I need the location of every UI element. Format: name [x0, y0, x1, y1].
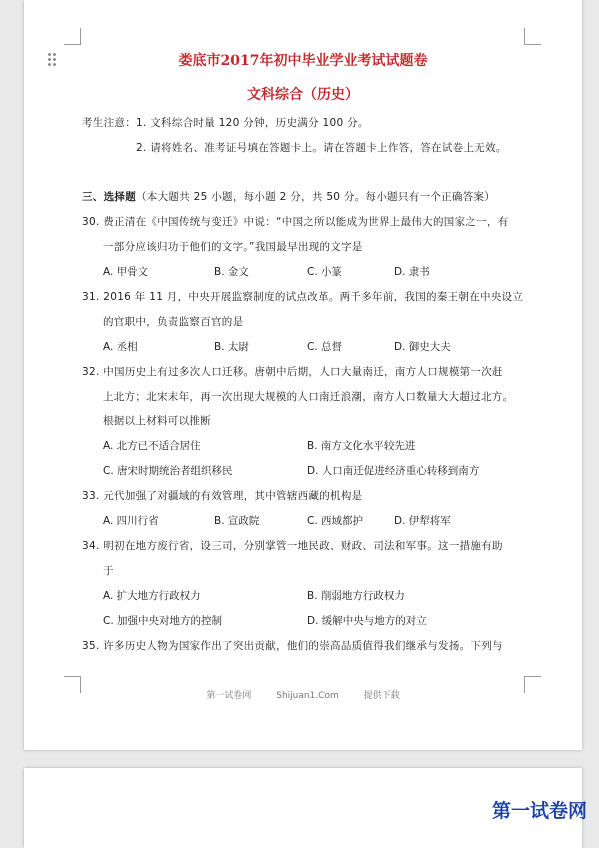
exam-title: 娄底市2017年初中毕业学业考试试题卷: [178, 53, 428, 69]
q30-option-d: D. 隶书: [394, 266, 430, 278]
q31-line-2: 的官职中，负责监察百官的是: [103, 316, 244, 328]
q34-option-b: B. 削弱地方行政权力: [307, 590, 405, 602]
section-header: [82, 190, 495, 204]
notice-line-1: 考生注意：1. 文科综合时量 120 分钟，历史满分 100 分。: [82, 117, 369, 129]
document-page: [24, 0, 582, 750]
q32-option-a: A. 北方已不适合居住: [103, 440, 201, 452]
crop-mark-top-right: [524, 28, 541, 45]
page-footer: [24, 688, 582, 701]
section-description: （本大题共 25 小题，每小题 2 分，共 50 分。每小题只有一个正确答案）: [136, 191, 496, 203]
q33-option-d: D. 伊犁将军: [394, 515, 451, 527]
footer-right: 提供下载: [363, 691, 400, 701]
crop-mark-top-left: [64, 28, 81, 45]
notice-line-2: 2. 请将姓名、准考证号填在答题卡上。请在答题卡上作答，答在试卷上无效。: [136, 142, 507, 154]
q32-option-c: C. 唐宋时期统治者组织移民: [103, 465, 233, 477]
q34-option-a: A. 扩大地方行政权力: [103, 590, 201, 602]
q34-line-2: 于: [103, 565, 114, 577]
q33-option-c: C. 西域都护: [307, 515, 364, 527]
q30-line-1: 30. 费正清在《中国传统与变迁》中说：“中国之所以能成为世界上最伟大的国家之一，有: [82, 216, 509, 228]
q32-line-3: 根据以上材料可以推断: [103, 415, 211, 427]
q33-option-b: B. 宣政院: [214, 515, 260, 527]
exam-subtitle: 文科综合（历史）: [247, 87, 359, 103]
q31-line-1: 31. 2016 年 11 月，中央开展监察制度的试点改革。两千多年前，我国的秦王朝在中央设立: [82, 291, 524, 303]
q35-line-1: 35. 许多历史人物为国家作出了突出贡献，他们的崇高品质值得我们继承与发扬。下列与: [82, 640, 503, 652]
q31-option-a: A. 丞相: [103, 341, 138, 353]
section-heading: 三、选择题: [82, 191, 136, 203]
footer-left: 第一试卷网: [206, 691, 252, 701]
site-watermark: 第一试卷网: [491, 800, 587, 822]
q32-option-b: B. 南方文化水平较先进: [307, 440, 416, 452]
q32-line-1: 32. 中国历史上有过多次人口迁移。唐朝中后期，人口大量南迁，南方人口规模第一次赶: [82, 366, 503, 378]
q31-option-c: C. 总督: [307, 341, 343, 353]
q32-option-d: D. 人口南迁促进经济重心转移到南方: [307, 465, 480, 477]
q34-option-d: D. 缓解中央与地方的对立: [307, 615, 427, 627]
q30-option-a: A. 甲骨文: [103, 266, 149, 278]
q31-option-d: D. 御史大夫: [394, 341, 451, 353]
q33-option-a: A. 四川行省: [103, 515, 159, 527]
footer-middle: Shijuan1.Com: [276, 691, 339, 701]
q30-option-b: B. 金文: [214, 266, 249, 278]
q32-line-2: 上北方；北宋末年，再一次出现大规模的人口南迁浪潮，南方人口数量大大超过北方。: [103, 391, 514, 403]
q34-line-1: 34. 明初在地方废行省，设三司，分别掌管一地民政、财政、司法和军事。这一措施有助: [82, 540, 503, 552]
q34-option-c: C. 加强中央对地方的控制: [103, 615, 223, 627]
q30-line-2: 一部分应该归功于他们的文字。”我国最早出现的文字是: [103, 241, 363, 253]
q31-option-b: B. 太尉: [214, 341, 249, 353]
q33-line-1: 33. 元代加强了对疆域的有效管理，其中管辖西藏的机构是: [82, 490, 363, 502]
q30-option-c: C. 小篆: [307, 266, 343, 278]
